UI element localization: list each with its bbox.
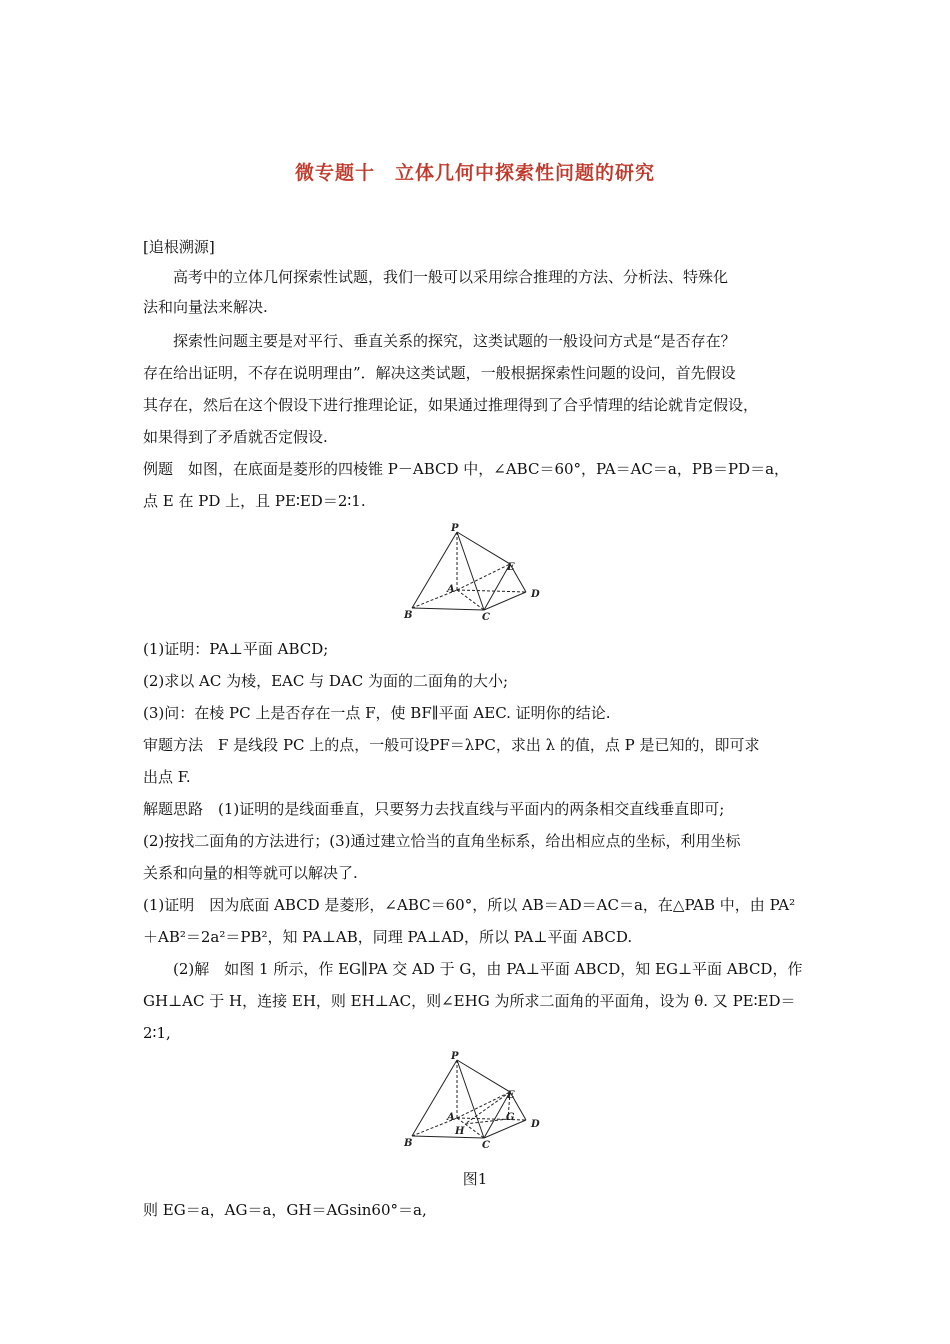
text-line: 审题方法 F 是线段 PC 上的点，一般可设PF＝λPC，求出 λ 的值，点 P 是已知的，即可求 — [143, 736, 760, 754]
figure-caption: 图1 — [462, 1170, 488, 1188]
text-line: 关系和向量的相等就可以解决了. — [143, 864, 358, 882]
vertex-label: A — [447, 584, 455, 595]
text-line: (2)按找二面角的方法进行；(3)通过建立恰当的直角坐标系，给出相应点的坐标，利用坐标 — [143, 832, 741, 850]
text-line: ＋AB²＝2a²＝PB²，知 PA⊥AB，同理 PA⊥AD，所以 PA⊥平面 ABCD. — [143, 928, 633, 946]
vertex-label: B — [404, 1138, 413, 1149]
vertex-label: A — [447, 1112, 455, 1123]
vertex-label: C — [482, 612, 490, 622]
vertex-label: H — [455, 1126, 465, 1137]
text-line: [追根溯源] — [143, 238, 215, 256]
text-line: 法和向量法来解决. — [143, 298, 268, 316]
text-line: 其存在，然后在这个假设下进行推理论证，如果通过推理得到了合乎情理的结论就肯定假设， — [143, 396, 759, 414]
vertex-label: D — [531, 589, 540, 600]
page-title: 微专题十 立体几何中探索性问题的研究 — [294, 162, 655, 184]
vertex-label: E — [507, 562, 515, 573]
text-line: (2)求以 AC 为棱，EAC 与 DAC 为面的二面角的大小; — [143, 672, 509, 690]
text-line: 则 EG＝a，AG＝a，GH＝AGsin60°＝a, — [143, 1201, 427, 1219]
vertex-label: P — [451, 523, 459, 534]
text-line: (3)问：在棱 PC 上是否存在一点 F，使 BF∥平面 AEC. 证明你的结论. — [143, 704, 611, 722]
text-line: 高考中的立体几何探索性试题，我们一般可以采用综合推理的方法、分析法、特殊化 — [143, 268, 729, 286]
text-line: 点 E 在 PD 上，且 PE∶ED＝2∶1. — [143, 492, 366, 510]
pyramid-figure-1 — [400, 1050, 550, 1150]
text-line: 2∶1, — [143, 1024, 171, 1042]
text-line: 探索性问题主要是对平行、垂直关系的探究，这类试题的一般设问方式是“是否存在？ — [143, 332, 736, 350]
text-line: (1)证明 因为底面 ABCD 是菱形，∠ABC＝60°，所以 AB＝AD＝AC＝a，在△PAB 中，由 PA² — [143, 896, 796, 914]
text-line: (1)证明：PA⊥平面 ABCD; — [143, 640, 329, 658]
vertex-label: E — [507, 1090, 515, 1101]
vertex-label: G — [506, 1112, 515, 1123]
pyramid-figure — [400, 522, 550, 622]
vertex-label: B — [404, 610, 413, 621]
text-line: 出点 F. — [143, 768, 191, 786]
text-line: (2)解 如图 1 所示，作 EG∥PA 交 AD 于 G，由 PA⊥平面 ABCD，知 EG⊥平面 ABCD，作 — [143, 960, 803, 978]
text-line: GH⊥AC 于 H，连接 EH，则 EH⊥AC，则∠EHG 为所求二面角的平面角，设为 θ. 又 PE∶ED＝ — [143, 992, 796, 1010]
text-line: 例题 如图，在底面是菱形的四棱锥 P－ABCD 中，∠ABC＝60°，PA＝AC＝a，PB＝PD＝a， — [143, 460, 790, 478]
text-line: 如果得到了矛盾就否定假设. — [143, 428, 328, 446]
vertex-label: D — [531, 1119, 540, 1130]
text-line: 存在给出证明，不存在说明理由”．解决这类试题，一般根据探索性问题的设问，首先假设 — [143, 364, 736, 382]
vertex-label: C — [482, 1140, 490, 1150]
text-line: 解题思路 (1)证明的是线面垂直，只要努力去找直线与平面内的两条相交直线垂直即可; — [143, 800, 725, 818]
vertex-label: P — [451, 1051, 459, 1062]
